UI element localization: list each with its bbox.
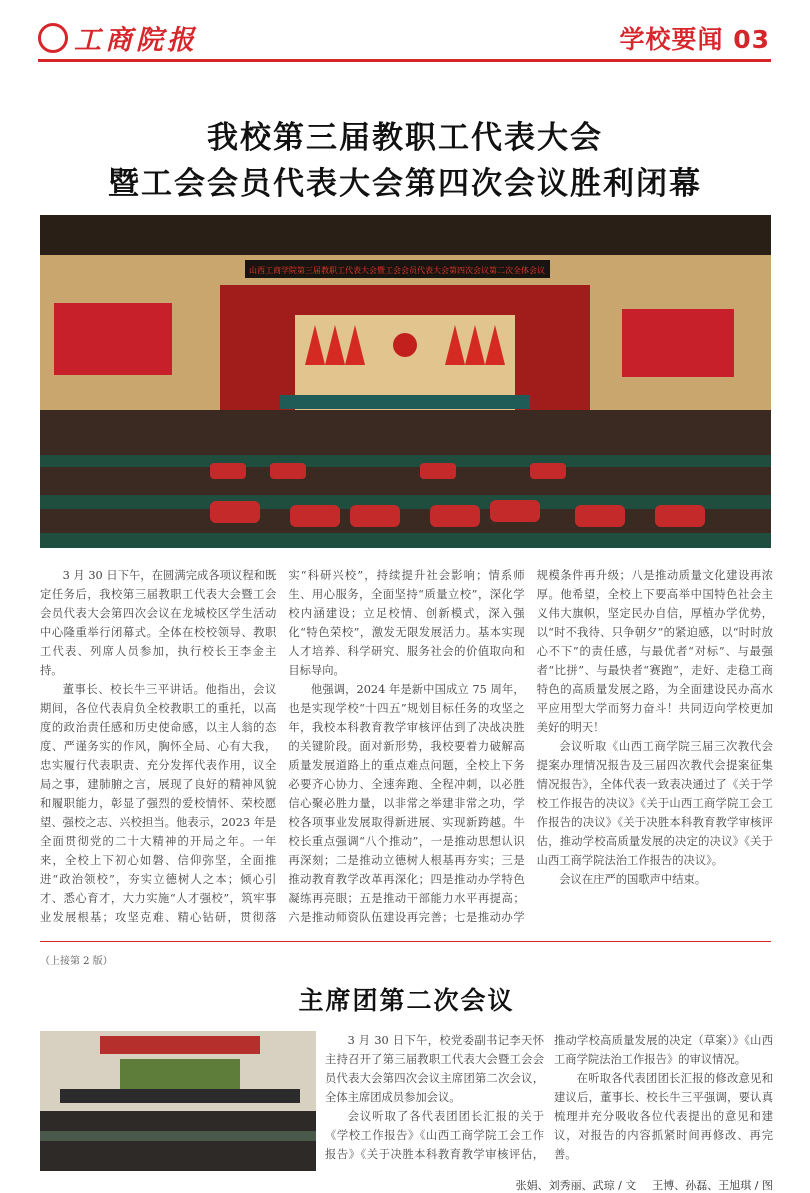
paragraph: 3 月 30 日下午，在圆满完成各项议程和既定任务后，我校第三届教职工代表大会暨工会会员代表大会第四次会议在龙城校区学生活动中心隆重举行闭幕式。全体在校校领导、教职工代表、列席人员参加，执行校长王李金主持。 [40, 569, 277, 677]
school-seal-icon [38, 23, 68, 53]
masthead [38, 18, 198, 57]
paragraph: 他强调，2024 年是新中国成立 75 周年，也是实现学校“十四五”规划目标任务的攻坚之年，我校本科教育教学审核评估到了决战决胜的关键阶段。面对新形势，我校要着力破解高质量发展道路上的重点难点问题，全校上下务必要齐心协力、全速奔跑、全程冲刺，以必胜信心聚必胜力量，以非常之举建非常之功，学校各项事业发展取得新进展、实现新跨越。牛校长重点强调“八个推动”，一是推动思想认识再深刻；二是推动立德树人根基再夯实；三是推动教育教学改革再深化；四是推动办学特色凝练再亮眼；五是推动干部能力水平再提高；六是推动师资队伍建设再完善；七是推动办学规模条件再升级；八是推动质量文化建设再浓厚。他希望，全校上下要高举中国特色社会主义伟大旗帜，坚定民办自信，厚植办学优势，以“时不我待、只争朝夕”的紧迫感，以“时时放心不下”的责任感，与最优者“对标”、与最强者“比拼”、与最快者“赛跑”，走好、走稳工商特色的高质量发展之路，为全面建设民办高水平应用型大学而努力奋斗！共同迈向学校更加美好的明天！ [288, 569, 773, 924]
credits [40, 1177, 773, 1193]
led-banner: 山西工商学院第三届教职工代表大会暨工会会员代表大会第四次会议第二次全体会议 [249, 266, 545, 275]
presidium-meeting-photo [40, 1031, 316, 1171]
text-credit: 张娟、刘秀丽、武琼 / 文 [515, 1179, 637, 1192]
header-divider [38, 59, 771, 62]
headline-line-1: 我校第三届教职工代表大会 [207, 120, 603, 156]
newspaper-logo: 工商院报 [74, 25, 198, 56]
meeting-hall-photo [40, 215, 771, 548]
paragraph: 会议听取《山西工商学院三届三次教代会提案办理情况报告及三届四次教代会提案征集情况报告》，全体代表一致表决通过了《关于学校工作报告的决议》《关于山西工商学院工会工作报告的决议》《关于决胜本科教育教学审核评估，推动学校高质量发展的决定的决议》《关于山西工商学院法治工作报告的决议》。 [536, 740, 773, 867]
article-body [40, 566, 773, 927]
article2-body [325, 1031, 773, 1164]
continued-note: （上接第 2 版） [40, 956, 113, 967]
headline-line-2: 暨工会会员代表大会第四次会议胜利闭幕 [108, 166, 702, 202]
article2-headline: 主席团第二次会议 [298, 986, 515, 1015]
section-title: 学校要闻 03 [619, 25, 770, 54]
article2 [40, 1031, 773, 1171]
paragraph: 会议在庄严的国歌声中结束。 [559, 873, 707, 886]
paragraph: 会议听取了各代表团团长汇报的关于《学校工作报告》《山西工商学院工会工作报告》《关于决胜本科教育教学审核评估，推动学校高质量发展的决定（草案）》《山西工商学院法治工作报告》的审议情况。 [325, 1034, 773, 1161]
paragraph: 3 月 30 日下午，校党委副书记李天怀主持召开了第三届教职工代表大会暨工会会员代表大会第四次会议主席团第二次会议，全体主席团成员参加会议。 [325, 1034, 544, 1104]
photo-credit: 王博、孙磊、王旭琪 / 图 [652, 1179, 773, 1192]
paragraph: 在听取各代表团团长汇报的修改意见和建议后，董事长、校长牛三平强调，要认真梳理并充分吸收各位代表提出的意见和建议，对报告的内容抓紧时间再修改、再完善。 [554, 1072, 773, 1161]
section-divider [40, 941, 771, 942]
lower-content [40, 566, 773, 1193]
paragraph: 董事长、校长牛三平讲话。他指出，会议期间，各位代表肩负全校教职工的重托，以高度的政治责任感和历史使命感，以主人翁的态度、严谨务实的作风，胸怀全局、心有大我，忠实履行代表职责、充分发挥代表作用，议全局之事，建肺腑之言，展现了良好的精神风貌和履职能力，彰显了强烈的爱校情怀、荣校愿望、强校之志、兴校担当。他表示，2023 年是全面贯彻党的二十大精神的开局之年。一年来，全校上下初心如磐、信仰弥坚，全面推进“政治领校”，夯实立德树人之本；倾心引才、悉心育才，大力实施“人才强校”，筑牢事业发展根基；攻坚克难、精心钻研，贯彻落实“科研兴校”，持续提升社会影响；情系师生、用心服务，全面坚持“质量立校”，深化学校内涵建设；立足校情、创新模式，深入强化“特色荣校”，激发无限发展活力。基本实现人才培养、科学研究、服务社会的价值取向和目标导向。 [40, 569, 525, 924]
